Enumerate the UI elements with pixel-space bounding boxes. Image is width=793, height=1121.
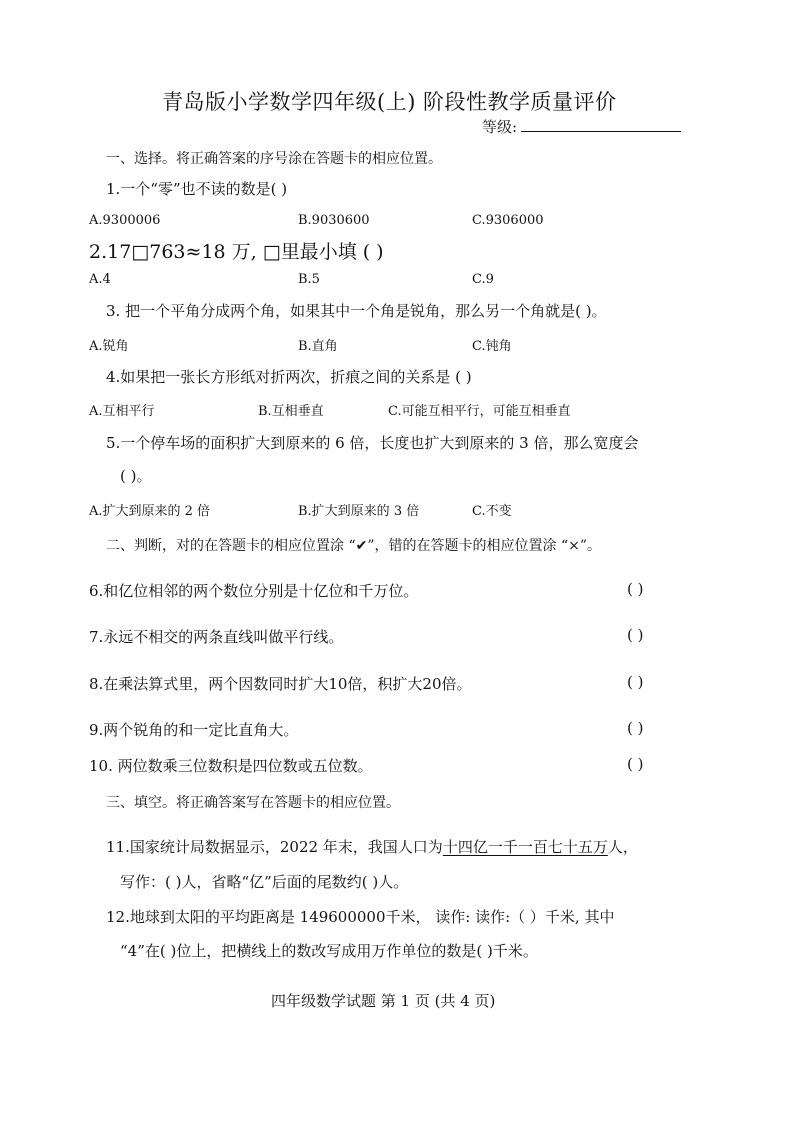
page-footer: 四年级数学试题 第 1 页 (共 4 页) bbox=[271, 992, 496, 1010]
q1-option-c: C.9306000 bbox=[472, 213, 544, 228]
grade-field bbox=[482, 116, 681, 137]
question-5-line2: ( )。 bbox=[120, 467, 152, 485]
judge-item-7: 7.永远不相交的两条直线叫做平行线。 bbox=[89, 628, 344, 646]
judge-item-7-answer[interactable]: ( ) bbox=[627, 626, 644, 644]
q1-option-b: B.9030600 bbox=[298, 213, 370, 228]
q3-option-a: A.锐角 bbox=[89, 339, 129, 354]
q2-option-b: B.5 bbox=[298, 272, 320, 287]
q4-option-b: B.互相垂直 bbox=[258, 404, 324, 419]
judge-item-8-answer[interactable]: ( ) bbox=[627, 673, 644, 691]
question-3: 3. 把一个平角分成两个角，如果其中一个角是锐角，那么另一个角就是( )。 bbox=[106, 302, 607, 320]
q11-suffix: 人， bbox=[607, 838, 638, 856]
judge-item-6: 6.和亿位相邻的两个数位分别是十亿位和千万位。 bbox=[89, 582, 419, 600]
section-judge-heading: 二、判断，对的在答题卡的相应位置涂 “✔”，错的在答题卡的相应位置涂 “×”。 bbox=[106, 538, 601, 554]
page-title: 青岛版小学数学四年级(上) 阶段性教学质量评价 bbox=[162, 90, 617, 114]
q1-option-a: A.9300006 bbox=[89, 213, 161, 228]
section-fill-heading: 三、填空。将正确答案写在答题卡的相应位置。 bbox=[106, 795, 400, 811]
question-5-line1: 5.一个停车场的面积扩大到原来的 6 倍，长度也扩大到原来的 3 倍，那么宽度会 bbox=[106, 434, 639, 452]
section-choice-heading: 一、选择。将正确答案的序号涂在答题卡的相应位置。 bbox=[106, 151, 442, 167]
question-1: 1.一个“零”也不读的数是( ) bbox=[106, 180, 288, 198]
q4-option-a: A.互相平行 bbox=[89, 404, 155, 419]
question-4: 4.如果把一张长方形纸对折两次，折痕之间的关系是 ( ) bbox=[106, 368, 472, 386]
judge-item-8: 8.在乘法算式里，两个因数同时扩大10倍，积扩大20倍。 bbox=[89, 675, 472, 693]
question-11-line2: 写作：( )人，省略“亿”后面的尾数约( )人。 bbox=[120, 873, 409, 891]
q2-option-c: C.9 bbox=[472, 272, 494, 287]
judge-item-10-answer[interactable]: ( ) bbox=[627, 755, 644, 773]
grade-label: 等级: bbox=[482, 118, 518, 136]
q5-option-a: A.扩大到原来的 2 倍 bbox=[89, 504, 211, 519]
q4-option-c: C.可能互相平行，可能互相垂直 bbox=[388, 404, 571, 419]
q2-option-a: A.4 bbox=[89, 272, 111, 287]
q3-option-c: C.钝角 bbox=[472, 339, 512, 354]
judge-item-10: 10. 两位数乘三位数积是四位数或五位数。 bbox=[89, 757, 373, 775]
question-12-line2: “4”在( )位上，把横线上的数改写成用万作单位的数是( )千米。 bbox=[120, 942, 538, 960]
question-11-line1 bbox=[106, 836, 638, 857]
q11-underlined-number: 十四亿一千一百七十五万 bbox=[442, 838, 608, 856]
judge-item-9: 9.两个锐角的和一定比直角大。 bbox=[89, 721, 299, 739]
question-2: 2.17□763≈18 万, □里最小填 ( ) bbox=[89, 241, 384, 263]
judge-item-9-answer[interactable]: ( ) bbox=[627, 719, 644, 737]
judge-item-6-answer[interactable]: ( ) bbox=[627, 580, 644, 598]
q3-option-b: B.直角 bbox=[298, 339, 338, 354]
q11-prefix: 11.国家统计局数据显示，2022 年末，我国人口为 bbox=[106, 838, 443, 856]
q5-option-b: B.扩大到原来的 3 倍 bbox=[298, 504, 420, 519]
q5-option-c: C.不变 bbox=[472, 504, 512, 519]
grade-blank[interactable] bbox=[521, 117, 681, 132]
question-12-line1: 12.地球到太阳的平均距离是 149600000千米， 读作: 读作:（ ）千米, 其中 bbox=[106, 908, 615, 926]
